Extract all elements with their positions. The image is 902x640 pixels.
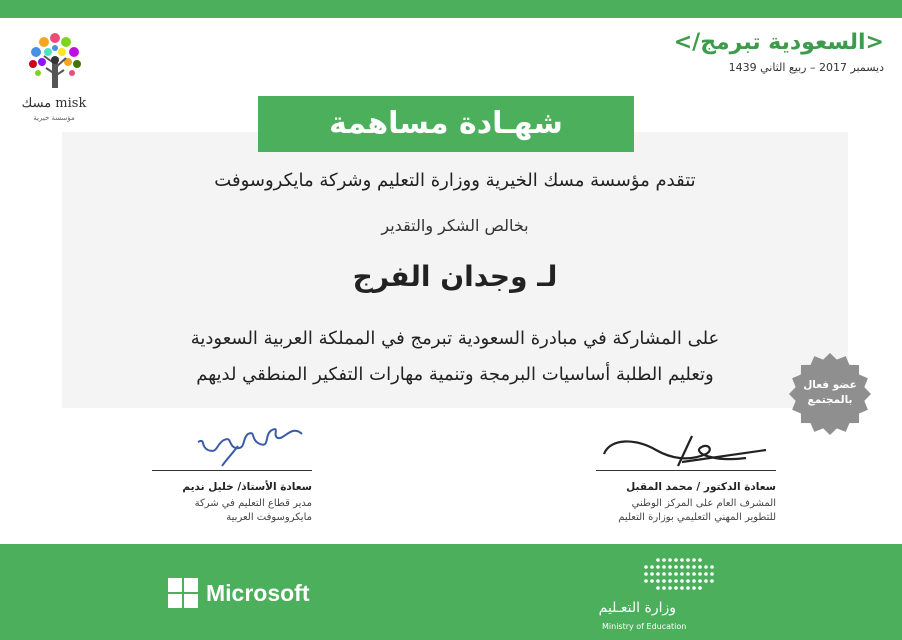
brand-date: ديسمبر 2017 – ربيع الثاني 1439 bbox=[728, 61, 884, 74]
signatory-role-right: المشرف العام على المركز الوطني للتطوير المهني التعليمي بوزارة التعليم bbox=[618, 498, 776, 523]
signature-line-left bbox=[152, 470, 312, 471]
badge-line-1: عضو فعال bbox=[803, 379, 857, 391]
member-badge bbox=[788, 352, 872, 436]
recipient-name: لـ وجدان الفرج bbox=[352, 260, 558, 293]
intro-text: تتقدم مؤسسة مسك الخيرية ووزارة التعليم وشركة مايكروسوفت bbox=[214, 170, 696, 191]
tree-icon bbox=[24, 28, 86, 94]
dot-pattern-icon bbox=[642, 556, 714, 596]
microsoft-wordmark: Microsoft bbox=[206, 579, 310, 606]
microsoft-logo bbox=[168, 578, 310, 608]
signature-left-icon bbox=[152, 420, 312, 468]
brand-title: <السعودية تبرمج/> bbox=[673, 30, 884, 55]
thanks-text: بخالص الشكر والتقدير bbox=[381, 216, 529, 235]
top-accent-bar bbox=[0, 0, 902, 18]
signatory-name-left: سعادة الأستاذ/ خليل نديم bbox=[182, 481, 312, 493]
signatory-name-right: سعادة الدكتور / محمد المقبل bbox=[626, 481, 776, 493]
ministry-of-education-logo bbox=[598, 556, 718, 636]
misk-logo bbox=[16, 28, 90, 128]
certificate-body bbox=[62, 132, 848, 408]
signature-block-right bbox=[596, 432, 776, 525]
certificate-title: شهـادة مساهمة bbox=[258, 96, 634, 152]
badge-line-2: بالمجتمع bbox=[807, 394, 853, 406]
reason-line-1: على المشاركة في مبادرة السعودية تبرمج في المملكة العربية السعودية bbox=[190, 328, 720, 349]
saudi-codes-brand bbox=[624, 30, 884, 74]
reason-line-2: وتعليم الطلبة أساسيات البرمجة وتنمية مهارات التفكير المنطقي لديهم bbox=[196, 364, 714, 385]
signature-block-left bbox=[152, 420, 312, 525]
signature-line-right bbox=[596, 470, 776, 471]
footer-bar bbox=[0, 544, 902, 640]
misk-name: مسك misk bbox=[21, 96, 87, 111]
ministry-arabic-name: وزارة التعـليم bbox=[598, 600, 676, 616]
signatory-role-left: مدير قطاع التعليم في شركة مايكروسوفت العربية bbox=[194, 498, 312, 523]
windows-grid-icon bbox=[168, 578, 198, 608]
signature-right-icon bbox=[596, 432, 776, 468]
misk-subtitle: مؤسسة خيرية bbox=[33, 114, 75, 122]
ministry-english-name: Ministry of Education bbox=[602, 622, 687, 631]
